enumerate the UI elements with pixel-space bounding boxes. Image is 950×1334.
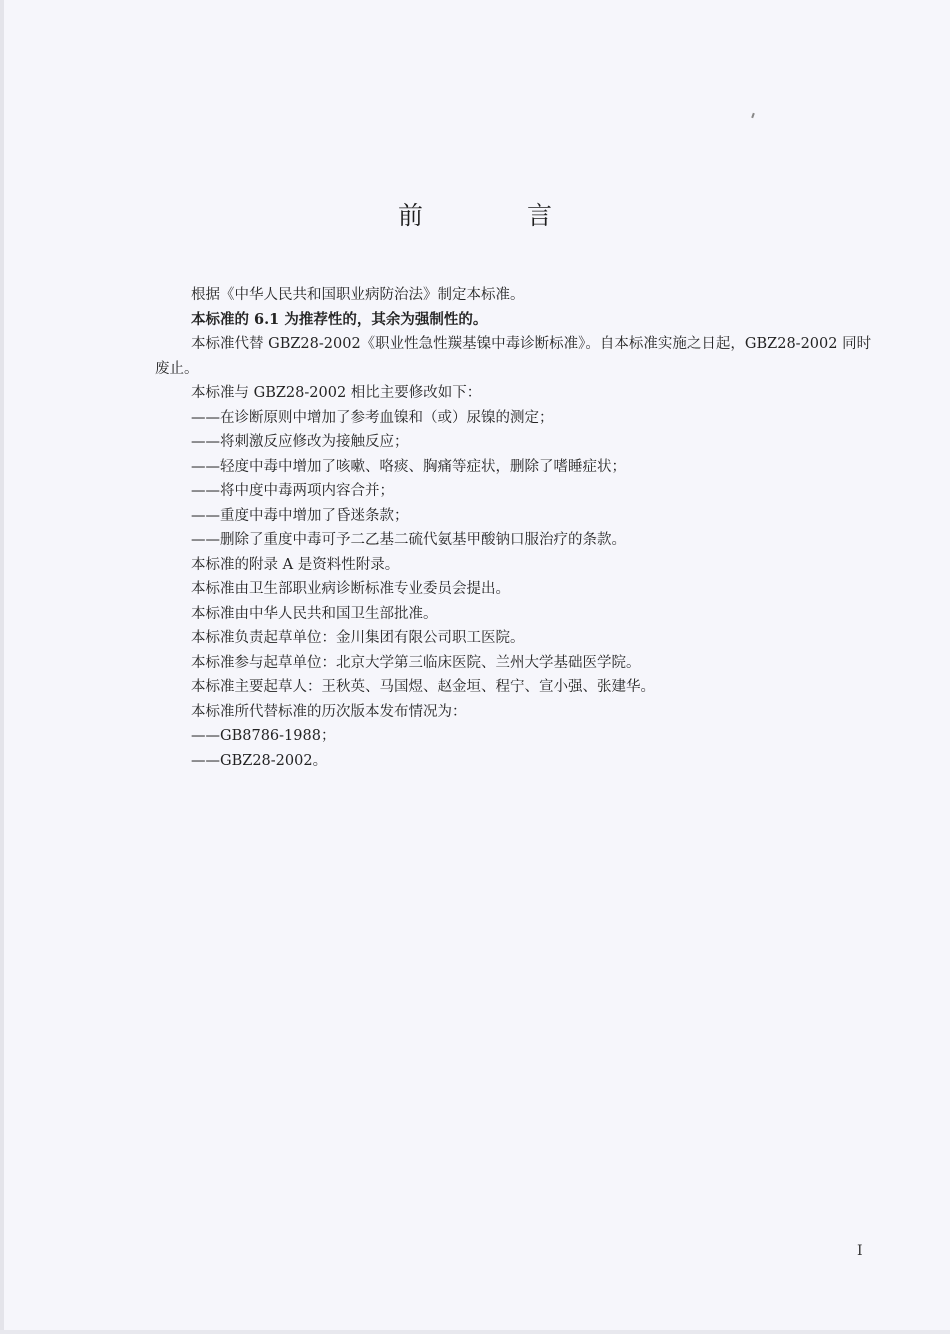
list-item-change: ——轻度中毒中增加了咳嗽、咯痰、胸痛等症状，删除了嗜睡症状； bbox=[191, 458, 626, 475]
paragraph-history-intro: 本标准所代替标准的历次版本发布情况为： bbox=[191, 703, 467, 720]
paragraph-participating-units: 本标准参与起草单位：北京大学第三临床医院、兰州大学基础医学院。 bbox=[191, 654, 641, 671]
list-item-change: ——在诊断原则中增加了参考血镍和（或）尿镍的测定； bbox=[191, 409, 554, 426]
list-item-history: ——GB8786-1988； bbox=[191, 728, 336, 744]
paragraph-mandatory-note: 本标准的 6.1 为推荐性的，其余为强制性的。 bbox=[191, 310, 488, 328]
list-item-history: ——GBZ28-2002。 bbox=[191, 752, 328, 769]
paragraph-basis: 根据《中华人民共和国职业病防治法》制定本标准。 bbox=[191, 287, 525, 303]
list-item-change: ——将中度中毒两项内容合并； bbox=[191, 483, 394, 499]
paragraph-drafters: 本标准主要起草人：王秋英、马国煜、赵金垣、程宁、宣小强、张建华。 bbox=[191, 679, 655, 695]
scan-speck bbox=[751, 113, 755, 118]
paragraph-changes-intro: 本标准与 GBZ28-2002 相比主要修改如下： bbox=[191, 385, 482, 401]
paragraph-drafting-unit: 本标准负责起草单位：金川集团有限公司职工医院。 bbox=[191, 630, 525, 646]
paragraph-appendix: 本标准的附录 A 是资料性附录。 bbox=[191, 556, 400, 573]
list-item-change: ——删除了重度中毒可予二乙基二硫代氨基甲酸钠口服治疗的条款。 bbox=[191, 532, 626, 548]
list-item-change: ——将刺激反应修改为接触反应； bbox=[191, 434, 409, 450]
page-edge-bottom bbox=[0, 1330, 950, 1334]
page-number: I bbox=[857, 1243, 863, 1259]
foreword-body bbox=[155, 283, 875, 773]
list-item-change: ——重度中毒中增加了昏迷条款； bbox=[191, 507, 409, 524]
paragraph-approved-by: 本标准由中华人民共和国卫生部批准。 bbox=[191, 605, 438, 622]
paragraph-proposed-by: 本标准由卫生部职业病诊断标准专业委员会提出。 bbox=[191, 581, 510, 597]
page-title: 前 言 bbox=[398, 201, 600, 230]
paragraph-replaces: 本标准代替 GBZ28-2002《职业性急性羰基镍中毒诊断标准》。自本标准实施之日起，GBZ28-2002 同时废止。 bbox=[155, 336, 872, 377]
